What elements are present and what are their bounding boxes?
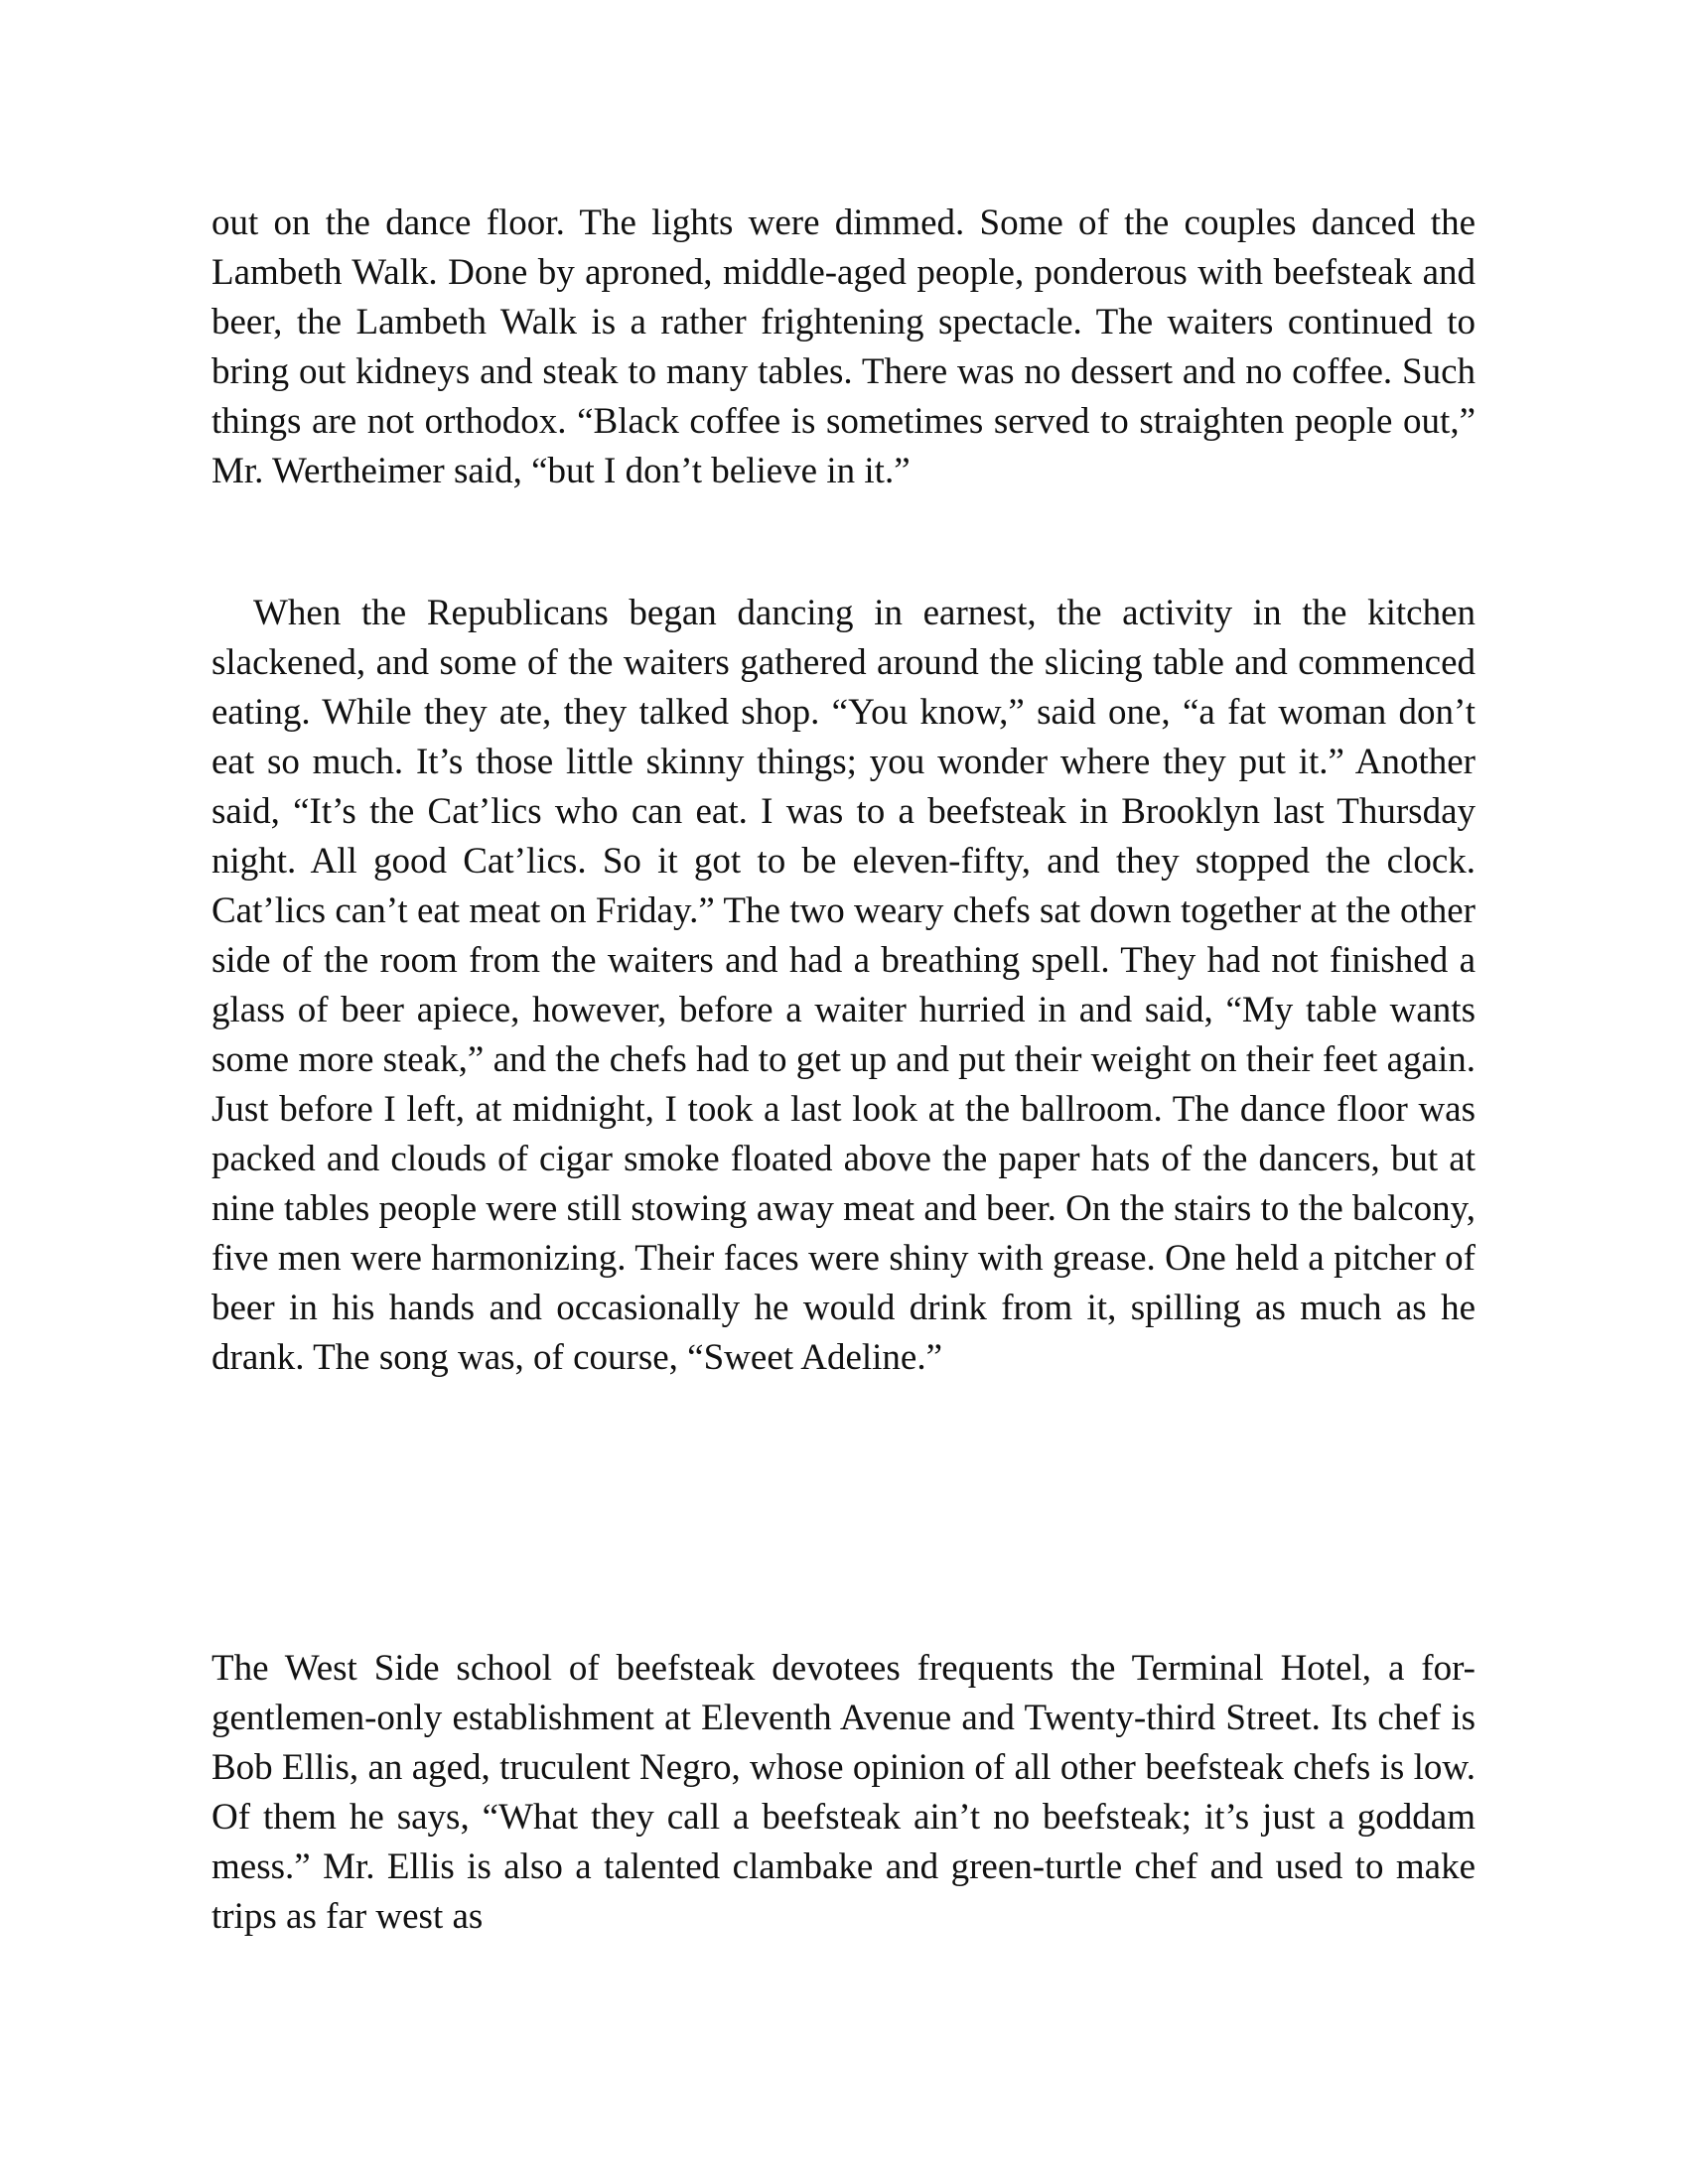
paragraph-kitchen-waiters: When the Republicans began dancing in earnest, the activity in the kitchen slackened, and some of the waiters gathered around the slicing table and commenced eating. While they ate, they talked shop. “You know,” said one, “a fat woman don’t eat so much. It’s those little skinny things; you wonder where they put it.” Another said, “It’s the Cat’lics who can eat. I was to a beefsteak in Brooklyn last Thursday night. All good Cat’lics. So it got to be eleven-fifty, and they stopped the clock. Cat’lics can’t eat meat on Friday.” The two weary chefs sat down together at the other side of the room from the waiters and had a breathing spell. They had not finished a glass of beer apiece, however, before a waiter hurried in and said, “My table wants some more steak,” and the chefs had to get up and put their weight on their feet again. Just before I left, at midnight, I took a last look at the ballroom. The dance floor was packed and clouds of cigar smoke floated above the paper hats of the dancers, but at nine tables people were still stowing away meat and beer. On the stairs to the balcony, five men were harmonizing. Their faces were shiny with grease. One held a pitcher of beer in his hands and occasionally he would drink from it, spilling as much as he drank. The song was, of course, “Sweet Adeline.”: [211, 593, 1476, 1378]
paragraph-west-side-school: The West Side school of beefsteak devotees frequents the Terminal Hotel, a for-gentlemen-only establishment at Eleventh Avenue and Twenty-third Street. Its chef is Bob Ellis, an aged, truculent Negro, whose opinion of all other beefsteak chefs is low. Of them he says, “What they call a beefsteak ain’t no beefsteak; it’s just a goddam mess.” Mr. Ellis is also a talented clambake and green-turtle chef and used to make trips as far west as: [211, 1648, 1476, 1937]
paragraph-dance-floor: out on the dance floor. The lights were dimmed. Some of the couples danced the Lambeth Walk. Done by aproned, middle-aged people, ponderous with beefsteak and beer, the Lambeth Walk is a rather frightening spectacle. The waiters continued to bring out kidneys and steak to many tables. There was no dessert and no coffee. Such things are not orthodox. “Black coffee is sometimes served to straighten people out,” Mr. Wertheimer said, “but I don’t believe in it.”: [211, 203, 1476, 491]
